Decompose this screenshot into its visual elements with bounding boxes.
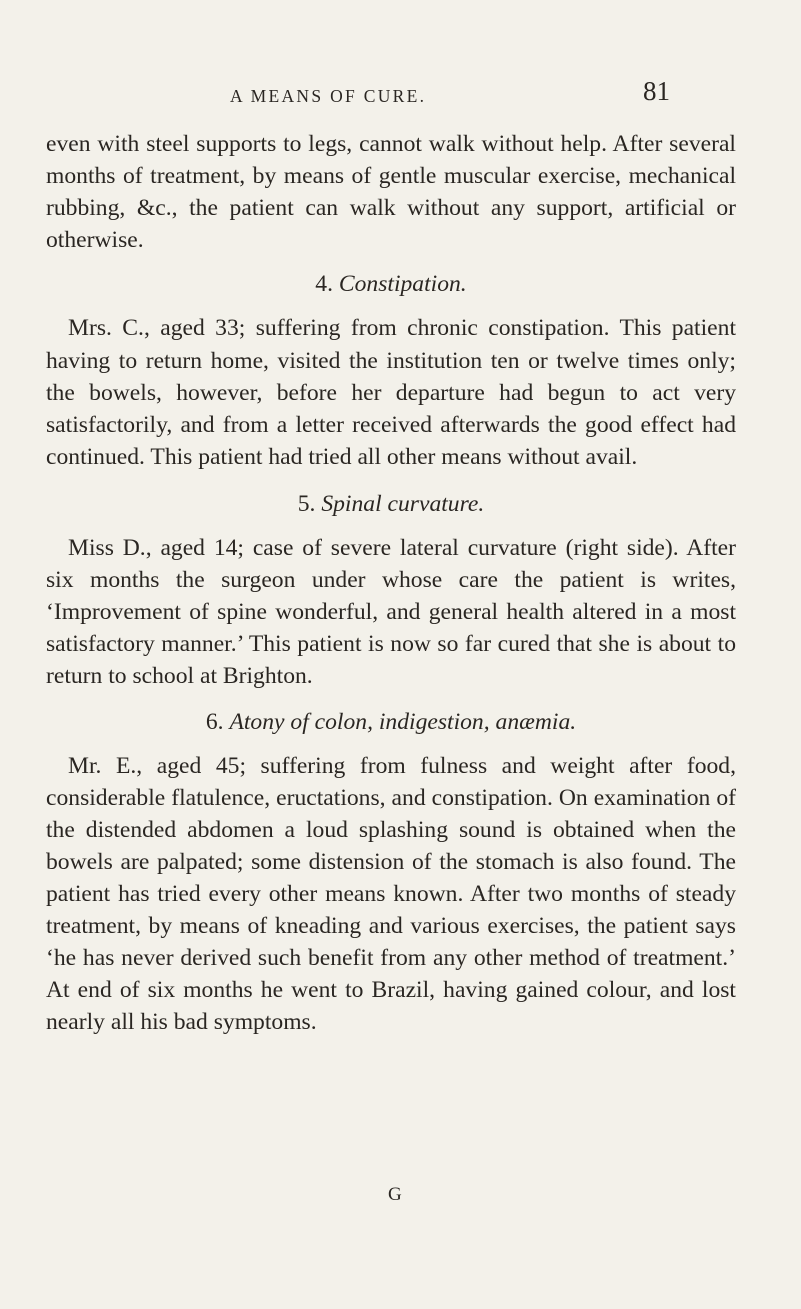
section-heading-constipation bbox=[46, 268, 736, 300]
paragraph-case-miss-d: Miss D., aged 14; case of severe lateral curvature (right side). After six months the surgeon under whose care the patient is writes, ‘Improvement of spine wonderful, and general health altered in a most satisfactory manner.’ This patient is now so far cured that she is about to return to school at Brighton. bbox=[46, 535, 736, 690]
section-title: Atony of colon, indigestion, anæmia. bbox=[229, 708, 577, 735]
page-body bbox=[46, 128, 736, 1038]
section-number: 6. bbox=[205, 708, 224, 735]
page-number: 81 bbox=[643, 76, 670, 106]
section-number: 4. bbox=[315, 271, 333, 298]
paragraph-case-mr-e: Mr. E., aged 45; suffering from fulness and weight after food, considerable flatulence, eructations, and constipation. On examination of the distended abdomen a loud splashing sound is obtained when the bowels are palpated; some distension of the stomach is also found. The patient has tried every other means known. After two months of steady treatment, by means of kneading and various exercises, the patient says ‘he has never derived such benefit from any other method of treatment.’ At end of six months he went to Brazil, having gained colour, and lost nearly all his bad symptoms. bbox=[46, 752, 736, 1036]
paragraph-continuation: even with steel supports to legs, cannot walk without help. After several months of treatment, by means of gentle muscular exercise, mechanical rubbing, &c., the patient can walk without any support, artificial or otherwise. bbox=[46, 131, 736, 254]
printer-signature-mark: G bbox=[388, 1184, 402, 1205]
section-heading-atony-of-colon bbox=[46, 706, 736, 738]
section-number: 5. bbox=[297, 490, 316, 517]
section-title: Spinal curvature. bbox=[321, 490, 485, 517]
section-heading-spinal-curvature bbox=[46, 488, 736, 520]
section-title: Constipation. bbox=[338, 271, 467, 298]
paragraph-case-mrs-c: Mrs. C., aged 33; suffering from chronic constipation. This patient having to return home, visited the institution ten or twelve times only; the bowels, however, before her departure had begun to act very satisfactorily, and from a letter received afterwards the good effect had continued. This patient had tried all other means without avail. bbox=[46, 315, 736, 470]
running-head: A MEANS OF CURE. bbox=[230, 86, 427, 106]
